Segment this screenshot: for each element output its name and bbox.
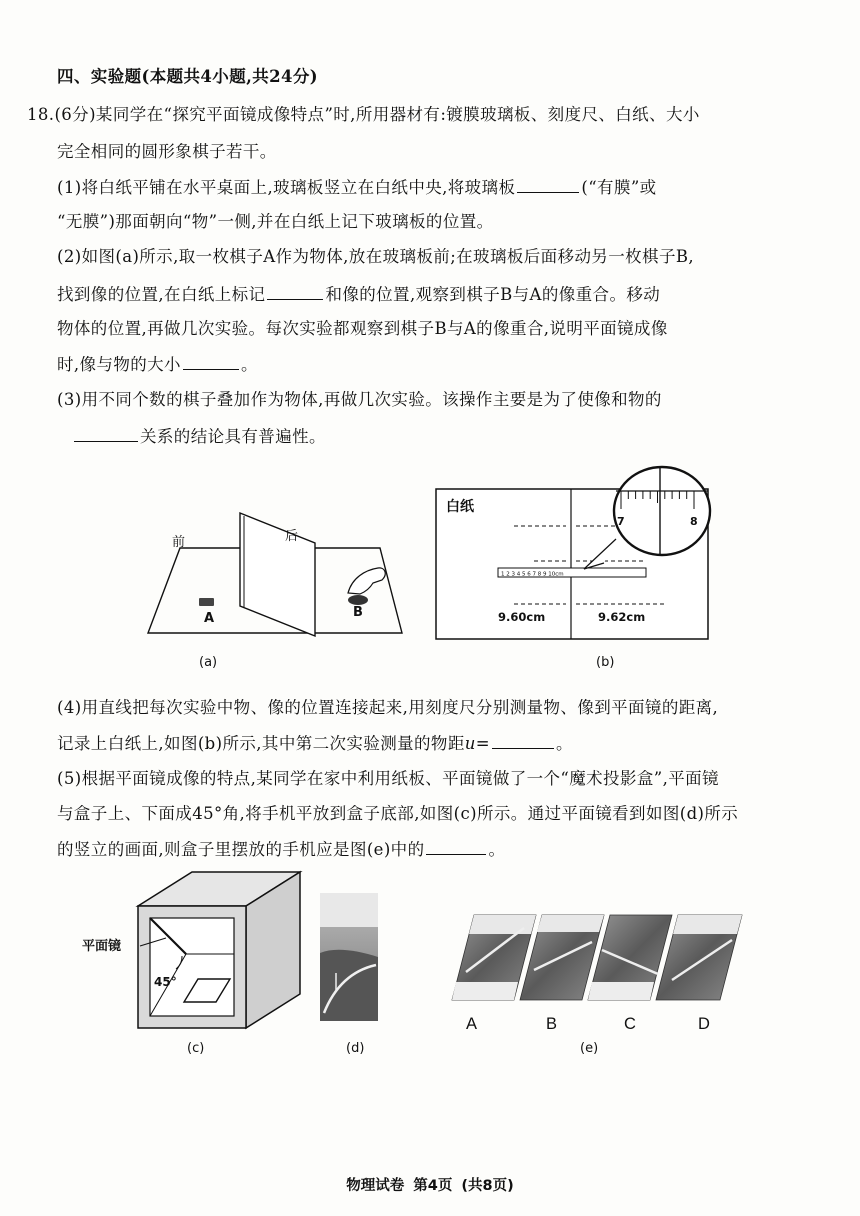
- answer-blank-4[interactable]: [74, 425, 138, 442]
- q18-intro-line1: 18.(6分)某同学在“探究平面镜成像特点”时,所用器材有:镀膜玻璃板、刻度尺、白纸、大小: [27, 105, 700, 124]
- part5-text-a: 的竖立的画面,则盒子里摆放的手机应是图(e)中的: [57, 840, 425, 859]
- caption-e: (e): [580, 1041, 599, 1056]
- answer-blank-6[interactable]: [426, 838, 486, 855]
- label-a: A: [204, 611, 215, 626]
- part4-eq: =: [475, 734, 490, 753]
- var-u: u: [464, 734, 476, 753]
- q18-part2-line3: 物体的位置,再做几次实验。每次实验都观察到棋子B与A的像重合,说明平面镜成像: [57, 319, 668, 338]
- part5-text-b: 。: [488, 840, 506, 859]
- caption-b: (b): [596, 655, 615, 670]
- part2-text-d: 。: [240, 355, 258, 374]
- q18-part3-line1: (3)用不同个数的棋子叠加作为物体,再做几次实验。该操作主要是为了使像和物的: [57, 390, 662, 409]
- label-b: B: [353, 605, 363, 620]
- chess-piece-a: [199, 598, 214, 606]
- answer-blank-2[interactable]: [267, 283, 323, 300]
- page-footer: 物理试卷 第4页 (共8页): [346, 1178, 514, 1194]
- part1-text-b: (“有膜”或: [581, 178, 657, 197]
- q18-part5-line2: 与盒子上、下面成45°角,将手机平放到盒子底部,如图(c)所示。通过平面镜看到如图(d)所示: [57, 804, 739, 823]
- ruler-text: 1 2 3 4 5 6 7 8 9 10cm: [501, 571, 564, 578]
- caption-a: (a): [199, 655, 218, 670]
- tick-label-8: 8: [690, 515, 698, 528]
- answer-blank-1[interactable]: [517, 176, 579, 193]
- q18-part2-line2: [57, 283, 660, 306]
- section-header: 四、实验题(本题共4小题,共24分): [57, 67, 319, 86]
- hand-icon: [348, 568, 385, 594]
- magnifier-circle: [614, 467, 710, 555]
- distance-left: 9.60cm: [498, 610, 546, 624]
- q18-part2-line1: (2)如图(a)所示,取一枚棋子A作为物体,放在玻璃板前;在玻璃板后面移动另一枚棋子B,: [57, 247, 695, 266]
- angle-label: 45°: [154, 975, 177, 989]
- answer-blank-5[interactable]: [492, 732, 554, 749]
- chess-piece-b: [348, 595, 368, 605]
- part2-text-a: 找到像的位置,在白纸上标记: [57, 285, 266, 304]
- part1-text-a: (1)将白纸平铺在水平桌面上,玻璃板竖立在白纸中央,将玻璃板: [57, 178, 516, 197]
- mirror-label: 平面镜: [82, 939, 122, 954]
- part3-text-b: 关系的结论具有普遍性。: [140, 427, 326, 446]
- figure-e: [452, 910, 772, 1008]
- part4-text-a: 记录上白纸上,如图(b)所示,其中第二次实验测量的物距: [57, 734, 465, 753]
- photo-sky: [320, 893, 378, 927]
- glass-plate: [240, 513, 315, 636]
- part2-text-b: 和像的位置,观察到棋子B与A的像重合。移动: [325, 285, 661, 304]
- q18-intro-line2: 完全相同的圆形象棋子若干。: [57, 142, 277, 161]
- figure-b: [436, 465, 736, 643]
- option-label-d: D: [698, 1015, 711, 1033]
- paper-title: 白纸: [446, 499, 474, 515]
- q18-part1-line2: “无膜”)那面朝向“物”一侧,并在白纸上记下玻璃板的位置。: [57, 212, 494, 231]
- part4-text-b: 。: [556, 734, 573, 753]
- distance-right: 9.62cm: [598, 610, 646, 624]
- q18-part3-line2: [74, 425, 326, 448]
- photo-water: [320, 950, 378, 1021]
- figure-c: [80, 868, 310, 1038]
- part2-text-c: 时,像与物的大小: [57, 355, 181, 374]
- option-label-b: B: [546, 1015, 558, 1033]
- answer-blank-3[interactable]: [183, 353, 239, 370]
- q18-part1-line1: [57, 176, 657, 199]
- q18-part5-line1: (5)根据平面镜成像的特点,某同学在家中利用纸板、平面镜做了一个“魔术投影盒”,平面镜: [57, 769, 719, 788]
- q18-part2-line4: [57, 353, 258, 376]
- q18-part4-line1: (4)用直线把每次实验中物、像的位置连接起来,用刻度尺分别测量物、像到平面镜的距离,: [57, 698, 719, 717]
- caption-c: (c): [187, 1041, 205, 1056]
- q18-part4-line2: [57, 732, 573, 755]
- figure-a: [140, 508, 400, 643]
- option-label-c: C: [624, 1015, 637, 1033]
- q18-part5-line3: [57, 838, 505, 861]
- caption-d: (d): [346, 1041, 365, 1056]
- option-label-a: A: [466, 1015, 478, 1033]
- label-back: 后: [285, 529, 299, 544]
- label-front: 前: [172, 535, 186, 550]
- tick-label-7: 7: [617, 515, 625, 528]
- figure-d-photo: [320, 893, 378, 1021]
